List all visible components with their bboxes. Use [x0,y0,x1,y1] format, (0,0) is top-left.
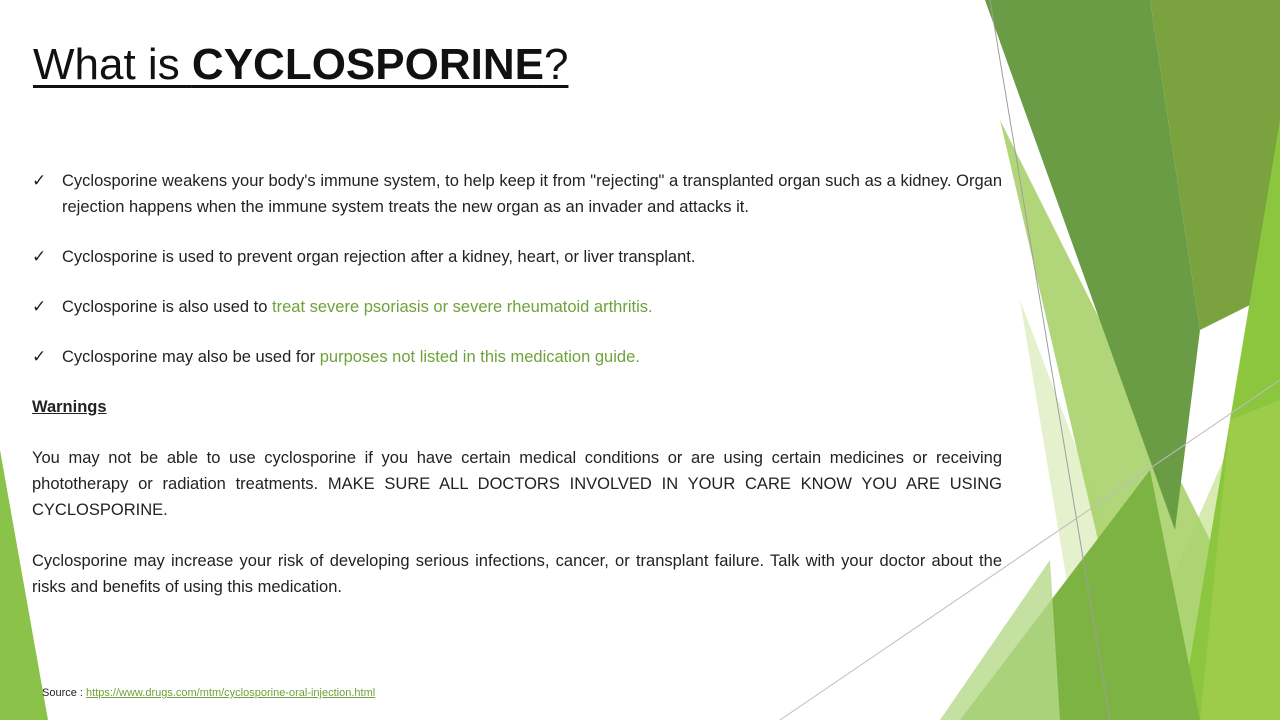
checkmark-icon: ✓ [32,247,47,266]
checkmark-icon: ✓ [32,297,47,316]
checkmark-icon: ✓ [32,171,47,190]
bullet-item: ✓ Cyclosporine weakens your body's immune system, to help keep it from "rejecting" a transplanted organ such as a kidney. Organ rejection happens when the immune system treats the new organ as an invader and attacks it. [32,168,1002,220]
bullet-item: ✓ Cyclosporine is used to prevent organ rejection after a kidney, heart, or liver transplant. [32,244,1002,270]
warnings-paragraph: You may not be able to use cyclosporine if you have certain medical conditions or are using certain medicines or receiving phototherapy or radiation treatments. MAKE SURE ALL DOCTORS INVOLVED IN YOUR CARE KNOW YOU ARE USING CYCLOSPORINE. [32,449,1002,519]
bullet-list [32,168,1002,370]
warnings-heading: Warnings [32,398,107,416]
bullet-item: ✓ Cyclosporine is also used to treat severe psoriasis or severe rheumatoid arthritis. [32,294,1002,320]
source-link[interactable]: https://www.drugs.com/mtm/cyclosporine-oral-injection.html [86,687,376,699]
bullet-item: ✓ Cyclosporine may also be used for purposes not listed in this medication guide. [32,344,1002,370]
main-content [32,168,1002,625]
checkmark-icon: ✓ [32,347,47,366]
highlighted-text: purposes not listed in this medication guide. [319,348,640,366]
highlighted-text: treat severe psoriasis or severe rheumatoid arthritis. [272,298,653,316]
warnings-paragraph: Cyclosporine may increase your risk of developing serious infections, cancer, or transplant failure. Talk with your doctor about the risks and benefits of using this medication. [32,552,1002,596]
source-citation [42,687,375,699]
page-title: What is CYCLOSPORINE? [33,40,569,89]
source-label: Source : [42,687,87,699]
